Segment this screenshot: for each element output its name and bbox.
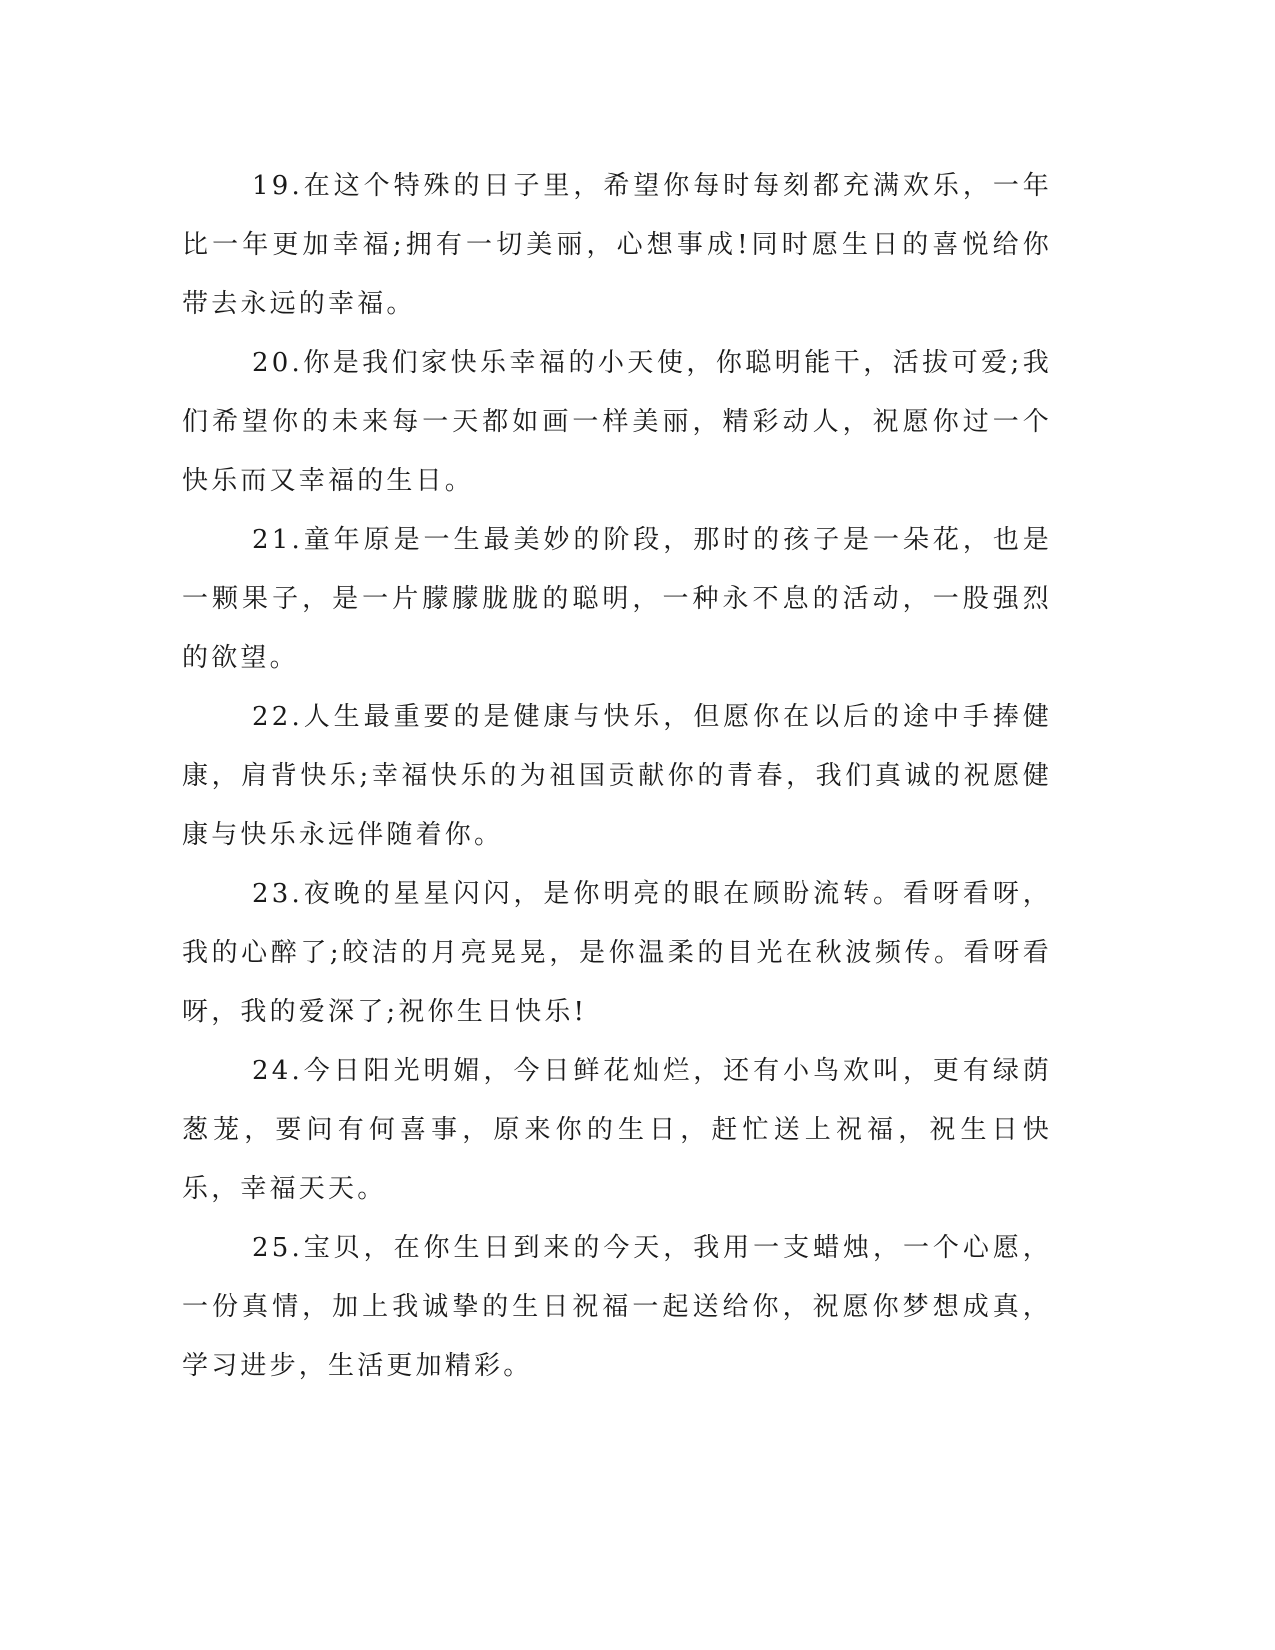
paragraph-20: 20.你是我们家快乐幸福的小天使，你聪明能干，活拔可爱;我们希望你的未来每一天都如画一样美丽，精彩动人，祝愿你过一个快乐而又幸福的生日。 [182,348,1052,496]
paragraph-19: 19.在这个特殊的日子里，希望你每时每刻都充满欢乐，一年比一年更加幸福;拥有一切美丽，心想事成!同时愿生日的喜悦给你带去永远的幸福。 [182,171,1052,319]
paragraph-25: 25.宝贝，在你生日到来的今天，我用一支蜡烛，一个心愿，一份真情，加上我诚挚的生日祝福一起送给你，祝愿你梦想成真，学习进步，生活更加精彩。 [182,1233,1052,1381]
paragraph-21: 21.童年原是一生最美妙的阶段，那时的孩子是一朵花，也是一颗果子，是一片朦朦胧胧的聪明，一种永不息的活动，一股强烈的欲望。 [182,525,1052,673]
paragraph-22: 22.人生最重要的是健康与快乐，但愿你在以后的途中手捧健康，肩背快乐;幸福快乐的为祖国贡献你的青春，我们真诚的祝愿健康与快乐永远伴随着你。 [182,702,1052,850]
paragraph-23: 23.夜晚的星星闪闪，是你明亮的眼在顾盼流转。看呀看呀，我的心醉了;皎洁的月亮晃晃，是你温柔的目光在秋波频传。看呀看呀，我的爱深了;祝你生日快乐! [182,879,1052,1027]
paragraph-24: 24.今日阳光明媚，今日鲜花灿烂，还有小鸟欢叫，更有绿荫葱茏，要问有何喜事，原来你的生日，赶忙送上祝福，祝生日快乐，幸福天天。 [182,1056,1052,1204]
document-body [182,157,1052,1396]
